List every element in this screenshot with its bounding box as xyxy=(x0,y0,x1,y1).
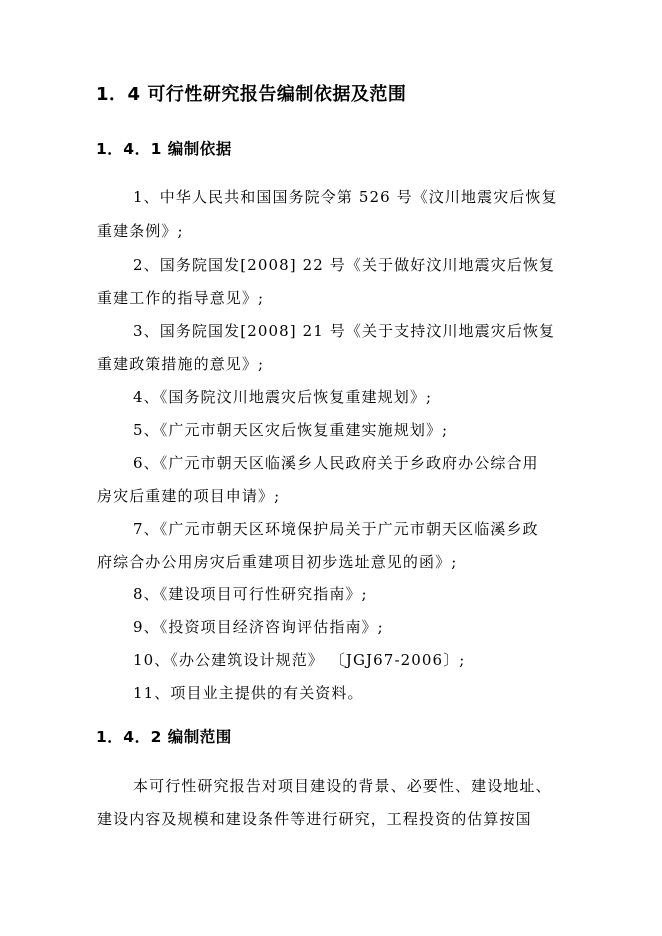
scope-heading: 1．4．2 编制范围 xyxy=(96,728,232,746)
basis-item-11: 11、项目业主提供的有关资料。 xyxy=(133,684,364,702)
basis-item-1-line-1: 1、中华人民共和国国务院令第 526 号《汶川地震灾后恢复 xyxy=(133,188,558,206)
basis-item-9: 9、《投资项目经济咨询评估指南》; xyxy=(133,618,384,636)
basis-item-3-line-2: 重建政策措施的意见》; xyxy=(97,355,265,373)
scope-paragraph-line-2: 建设内容及规模和建设条件等进行研究，工程投资的估算按国 xyxy=(97,810,532,828)
basis-item-6-line-1: 6、《广元市朝天区临溪乡人民政府关于乡政府办公综合用 xyxy=(133,454,539,472)
basis-item-2-line-1: 2、国务院国发[2008] 22 号《关于做好汶川地震灾后恢复 xyxy=(133,256,556,274)
basis-item-2-line-2: 重建工作的指导意见》; xyxy=(97,289,265,307)
basis-item-1-line-2: 重建条例》; xyxy=(97,222,184,240)
section-title: 1．4 可行性研究报告编制依据及范围 xyxy=(96,84,407,105)
basis-item-8: 8、《建设项目可行性研究指南》; xyxy=(133,585,368,603)
basis-item-7-line-1: 7、《广元市朝天区环境保护局关于广元市朝天区临溪乡政 xyxy=(133,520,539,538)
basis-item-7-line-2: 府综合办公用房灾后重建项目初步选址意见的函》; xyxy=(97,553,458,571)
scope-paragraph-line-1: 本可行性研究报告对项目建设的背景、必要性、建设地址、 xyxy=(133,777,552,795)
basis-item-10: 10、《办公建筑设计规范》 〔JGJ67-2006〕; xyxy=(133,651,466,669)
basis-item-3-line-1: 3、国务院国发[2008] 21 号《关于支持汶川地震灾后恢复 xyxy=(133,322,556,340)
basis-heading: 1．4．1 编制依据 xyxy=(96,140,232,158)
basis-item-5: 5、《广元市朝天区灾后恢复重建实施规划》; xyxy=(133,421,449,439)
basis-item-4: 4、《国务院汶川地震灾后恢复重建规划》; xyxy=(133,388,433,406)
basis-item-6-line-2: 房灾后重建的项目申请》; xyxy=(97,487,281,505)
